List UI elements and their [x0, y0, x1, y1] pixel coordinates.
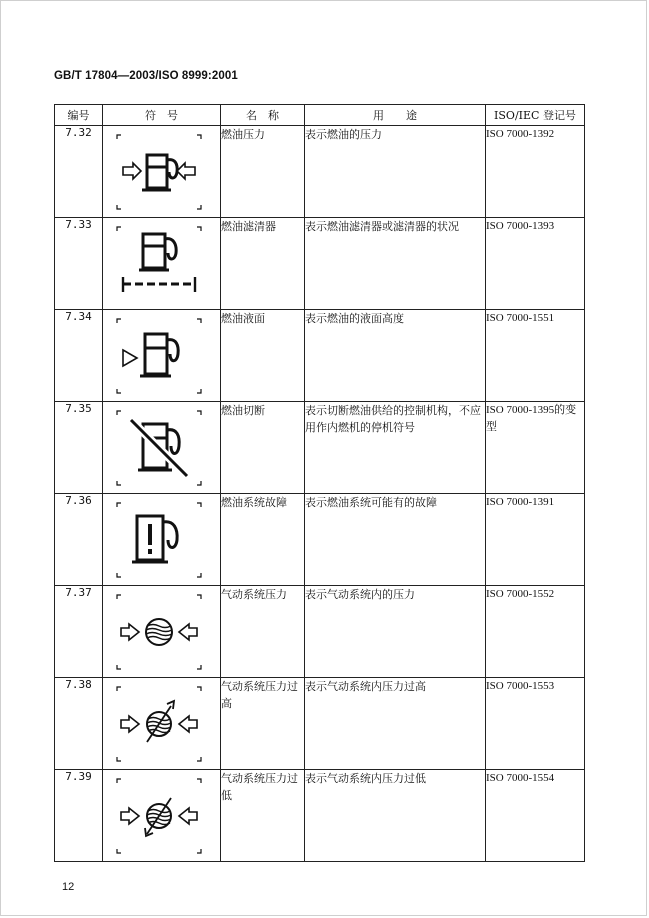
- row-use: 表示气动系统内压力过高: [305, 678, 486, 770]
- column-header-iso: ISO/IEC 登记号: [486, 105, 585, 126]
- row-name: 气动系统压力过高: [221, 678, 305, 770]
- symbols-table: [54, 104, 585, 862]
- row-number: 7.35: [55, 402, 103, 494]
- column-header-symbol: 符 号: [103, 105, 221, 126]
- row-iso: ISO 7000-1552: [486, 586, 585, 678]
- fuel-pressure-icon: [115, 134, 203, 210]
- row-use: 表示燃油的压力: [305, 126, 486, 218]
- row-name: 气动系统压力过低: [221, 770, 305, 862]
- column-header-use: 用 途: [305, 105, 486, 126]
- row-name: 气动系统压力: [221, 586, 305, 678]
- fuel-system-failure-icon: [115, 502, 203, 578]
- row-iso: ISO 7000-1553: [486, 678, 585, 770]
- table-row: [55, 402, 585, 494]
- standard-code: GB/T 17804—2003/ISO 8999:2001: [54, 70, 238, 82]
- row-iso: ISO 7000-1554: [486, 770, 585, 862]
- row-use: 表示燃油系统可能有的故障: [305, 494, 486, 586]
- pneumatic-pressure-high-icon: [115, 686, 203, 762]
- row-name: 燃油压力: [221, 126, 305, 218]
- fuel-filter-icon: [115, 226, 203, 302]
- fuel-cutoff-icon: [115, 410, 203, 486]
- row-use: 表示燃油的液面高度: [305, 310, 486, 402]
- fuel-level-icon: [115, 318, 203, 394]
- row-number: 7.38: [55, 678, 103, 770]
- row-name: 燃油系统故障: [221, 494, 305, 586]
- row-number: 7.36: [55, 494, 103, 586]
- row-iso: ISO 7000-1395的变型: [486, 402, 585, 494]
- table-row: [55, 494, 585, 586]
- row-iso: ISO 7000-1551: [486, 310, 585, 402]
- column-header-number: 编号: [55, 105, 103, 126]
- pneumatic-pressure-icon: [115, 594, 203, 670]
- table-row: [55, 586, 585, 678]
- row-iso: ISO 7000-1392: [486, 126, 585, 218]
- row-use: 表示气动系统内的压力: [305, 586, 486, 678]
- row-iso: ISO 7000-1391: [486, 494, 585, 586]
- row-use: 表示气动系统内压力过低: [305, 770, 486, 862]
- table-row: [55, 310, 585, 402]
- table-row: [55, 770, 585, 862]
- page-number: 12: [62, 881, 75, 893]
- row-number: 7.32: [55, 126, 103, 218]
- row-number: 7.33: [55, 218, 103, 310]
- table-row: [55, 126, 585, 218]
- row-number: 7.37: [55, 586, 103, 678]
- row-number: 7.34: [55, 310, 103, 402]
- row-use: 表示燃油滤清器或滤清器的状况: [305, 218, 486, 310]
- table-row: [55, 218, 585, 310]
- row-iso: ISO 7000-1393: [486, 218, 585, 310]
- table-row: [55, 678, 585, 770]
- column-header-name: 名 称: [221, 105, 305, 126]
- pneumatic-pressure-low-icon: [115, 778, 203, 854]
- row-number: 7.39: [55, 770, 103, 862]
- row-name: 燃油液面: [221, 310, 305, 402]
- row-use: 表示切断燃油供给的控制机构，不应用作内燃机的停机符号: [305, 402, 486, 494]
- table-header-row: [55, 105, 585, 126]
- row-name: 燃油切断: [221, 402, 305, 494]
- row-name: 燃油滤清器: [221, 218, 305, 310]
